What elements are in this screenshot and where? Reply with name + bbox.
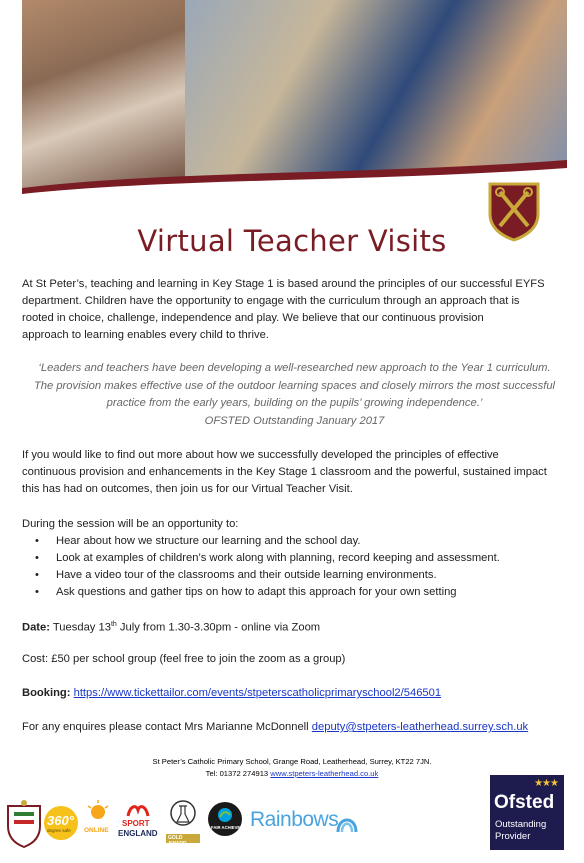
booking-label: Booking: — [22, 687, 71, 699]
intro-line: approach to learning enables every child to thrive. — [22, 329, 269, 341]
ofsted-stars-icon: ★★★ — [534, 778, 558, 789]
footer-website-link[interactable]: www.stpeters-leatherhead.co.uk — [270, 769, 379, 778]
booking-link[interactable]: https://www.tickettailor.com/events/stpeterscatholicprimaryschool2/546501 — [73, 687, 442, 699]
online-safety-logo: ONLINE — [82, 800, 114, 840]
intro-line: At St Peter’s, teaching and learning in Key Stage 1 is based around the principles of our successful EYFS — [22, 278, 545, 290]
sport-england-mark-icon — [126, 802, 150, 818]
ofsted-sub1: Outstanding — [495, 819, 547, 830]
enquiries-line — [22, 719, 528, 736]
ofsted-name: Ofsted — [494, 792, 555, 813]
invite-paragraph — [22, 447, 562, 498]
date-label: Date: — [22, 621, 50, 634]
intro-line: department. Children have the opportunity to engage with the curriculum through an approach that is — [22, 295, 520, 307]
360-degree-safe-logo: 360° degree safe — [44, 806, 78, 840]
fair-achiever-logo: FAIR ACHIEVER — [206, 802, 244, 846]
intro-line: rooted in choice, challenge, independence and play. We believe that our continuous provision — [22, 312, 484, 324]
intro-paragraph — [22, 276, 562, 344]
event-cost: Cost: £50 per school group (feel free to join the zoom as a group) — [22, 653, 346, 665]
ofsted-sub2: Provider — [495, 831, 531, 842]
science-award-icon — [168, 798, 198, 832]
science-gold-award-logo: GOLD AWARD — [164, 798, 202, 846]
header-photo — [22, 0, 567, 196]
quote-line: ‘Leaders and teachers have been developing a well-researched new approach to the Year 1 curriculum. — [38, 362, 551, 374]
ofsted-quote — [22, 360, 567, 430]
rainbows-logo: Rainbows — [250, 808, 360, 848]
enquiries-email-link[interactable]: deputy@stpeters-leatherhead.surrey.sch.uk — [311, 721, 529, 733]
ofsted-outstanding-logo — [490, 775, 564, 850]
invite-line: If you would like to find out more about how we successfully developed the principles of effective — [22, 449, 499, 461]
bullet-icon: • — [35, 552, 39, 564]
date-suffix: th — [110, 621, 117, 628]
date-rest: July from 1.30-3.30pm - online via Zoom — [116, 621, 321, 634]
quote-attribution: OFSTED Outstanding January 2017 — [204, 414, 385, 427]
invite-line: this has had on outcomes, then join us for our Virtual Teacher Visit. — [22, 483, 353, 495]
page-title: Virtual Teacher Visits — [137, 224, 447, 258]
list-item: • Look at examples of children’s work along with planning, record keeping and assessment. — [22, 550, 562, 567]
quote-line: practice from the early years, building on the pupils’ growing independence.’ — [106, 397, 483, 409]
rainbows-swirl-icon — [336, 808, 358, 834]
footer-address: St Peter’s Catholic Primary School, Grange Road, Leatherhead, Surrey, KT22 7JN. — [152, 757, 432, 766]
session-intro: During the session will be an opportunity to: — [22, 518, 239, 530]
bullet-icon: • — [35, 586, 39, 598]
list-item: • Hear about how we structure our learning and the school day. — [22, 533, 562, 550]
quote-line: The provision makes effective use of the outdoor learning spaces and closely mirrors the most successful — [33, 379, 556, 392]
session-list — [22, 533, 562, 601]
sun-icon — [86, 800, 110, 822]
footer-tel: Tel: 01372 274913 — [205, 769, 271, 778]
diocese-crest-logo — [6, 800, 42, 848]
invite-line: continuous provision and enhancements in the Key Stage 1 classroom and the powerful, sustained impact — [22, 466, 547, 478]
date-day: Tuesday 13 — [52, 621, 111, 634]
list-item: • Have a video tour of the classrooms and their outside learning environments. — [22, 567, 562, 584]
enquiries-text: For any enquires please contact Mrs Marianne McDonnell — [22, 721, 312, 733]
fairtrade-icon — [217, 807, 233, 823]
bullet-icon: • — [35, 569, 39, 581]
booking-line — [22, 685, 441, 702]
sport-england-logo: SPORT ENGLAND — [118, 802, 160, 842]
list-item: • Ask questions and gather tips on how to adapt this approach for your own setting — [22, 584, 562, 601]
event-date — [22, 616, 320, 637]
bullet-icon: • — [35, 535, 39, 547]
